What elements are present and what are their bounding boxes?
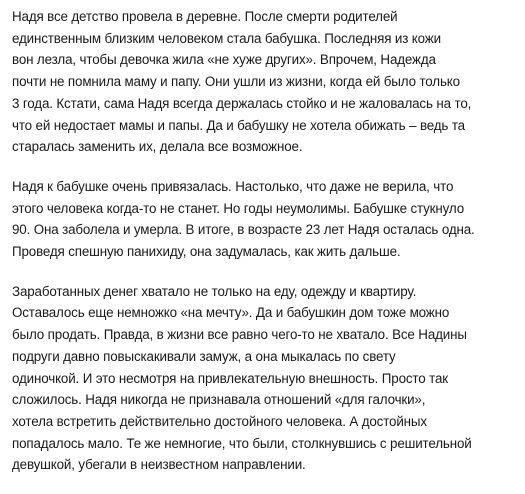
text-line: подруги давно повыскакивали замуж, а она мыкалась по свету bbox=[12, 348, 396, 364]
paragraph-childhood bbox=[12, 6, 522, 158]
text-line: Надя к бабушке очень привязалась. Настолько, что даже не верила, что bbox=[12, 178, 454, 194]
text-line: Надя все детство провела в деревне. После смерти родителей bbox=[12, 9, 398, 24]
text-line: было продать. Правда, в жизни все равно чего-то не хватало. Все Надины bbox=[12, 327, 467, 343]
paragraph-grandmother bbox=[12, 176, 522, 263]
text-line: сложилось. Надя никогда не признавала отношений «для галочки», bbox=[12, 392, 426, 408]
text-line: одиночкой. И это несмотря на привлекательную внешность. Просто так bbox=[12, 370, 448, 386]
article-text bbox=[12, 6, 522, 494]
text-line: старалась заменить их, делала все возможное. bbox=[12, 139, 303, 155]
text-line: Оставалось еще немножко «на мечту». Да и бабушкин дом тоже можно bbox=[12, 305, 450, 321]
text-line: этого человека когда-то не станет. Но годы неумолимы. Бабушке стукнуло bbox=[12, 200, 464, 216]
text-line: Проведя спешную панихиду, она задумалась, как жить дальше. bbox=[12, 244, 401, 260]
text-line: вон лезла, чтобы девочка жила «не хуже других». Впрочем, Надежда bbox=[12, 52, 436, 68]
text-line: попадалось мало. Те же немногие, что были, столкнувшись с решительной bbox=[12, 435, 472, 451]
text-line: девушкой, убегали в неизвестном направлении. bbox=[12, 457, 306, 473]
text-line: что ей недостает мамы и папы. Да и бабушку не хотела обижать – ведь та bbox=[12, 117, 465, 133]
text-line: хотела встретить действительно достойного человека. А достойных bbox=[12, 413, 427, 429]
text-line: 3 года. Кстати, сама Надя всегда держалась стойко и не жаловалась на то, bbox=[12, 95, 472, 111]
text-line: 90. Она заболела и умерла. В итоге, в возрасте 23 лет Надя осталась одна. bbox=[12, 222, 475, 238]
paragraph-adult-life bbox=[12, 281, 522, 476]
text-line: единственным близким человеком стала бабушка. Последняя из кожи bbox=[12, 30, 441, 46]
text-line: Заработанных денег хватало не только на еду, одежду и квартиру. bbox=[12, 283, 417, 299]
text-line: почти не помнила маму и папу. Они ушли из жизни, когда ей было только bbox=[12, 74, 460, 90]
